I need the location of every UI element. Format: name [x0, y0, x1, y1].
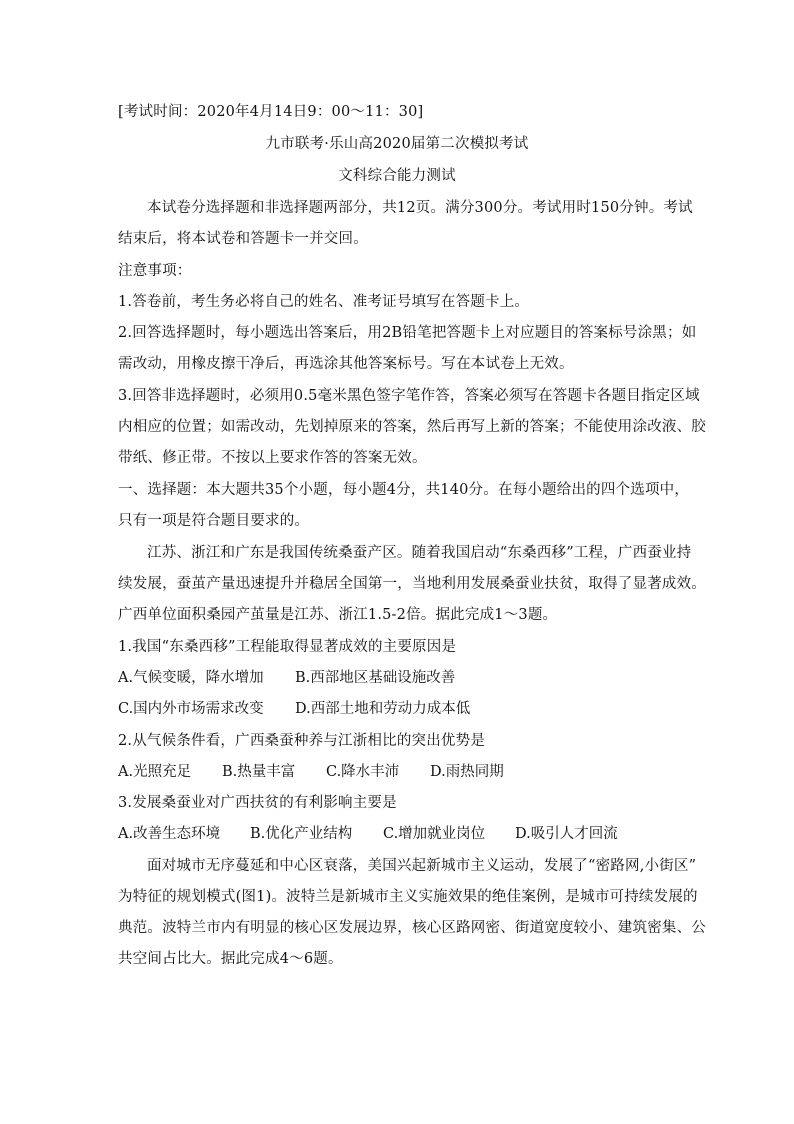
intro-line: 本试卷分选择题和非选择题两部分，共12页。满分300分。考试用时150分钟。考试 [147, 200, 693, 216]
option-b: B.西部地区基础设施改善 [295, 670, 456, 686]
option-c: C.国内外市场需求改变 [118, 701, 264, 717]
option-a: A.气候变暖，降水增加 [118, 670, 264, 686]
passage-line: 续发展，蚕茧产量迅速提升并稳居全国第一，当地利用发展桑蚕业扶贫，取得了显著成效。 [118, 576, 706, 592]
notice-line: 带纸、修正带。不按以上要求作答的答案无效。 [118, 450, 427, 466]
notice-heading: 注意事项： [118, 263, 192, 279]
question-stem: 3.发展桑蚕业对广西扶贫的有利影响主要是 [118, 795, 397, 811]
passage-line: 广西单位面积桑园产茧量是江苏、浙江1.5-2倍。据此完成1～3题。 [118, 607, 558, 623]
exam-time: [考试时间：2020年4月14日9：00～11：30] [118, 104, 424, 120]
option-a: A.改善生态环境 [118, 826, 221, 842]
notice-line: 1.答卷前，考生务必将自己的姓名、准考证号填写在答题卡上。 [118, 294, 530, 310]
option-d: D.雨热同期 [430, 764, 504, 780]
intro-line: 结束后，将本试卷和答题卡一并交回。 [118, 231, 368, 247]
question-stem: 1.我国“东桑西移”工程能取得显著成效的主要原因是 [118, 639, 457, 655]
exam-subtitle: 文科综合能力测试 [338, 168, 456, 184]
question-stem: 2.从气候条件看，广西桑蚕种养与江浙相比的突出优势是 [118, 733, 486, 749]
notice-line: 内相应的位置；如需改动，先划掉原来的答案，然后再写上新的答案；不能使用涂改液、胶 [118, 419, 706, 435]
notice-line: 需改动，用橡皮擦干净后，再选涂其他答案标号。写在本试卷上无效。 [118, 356, 574, 372]
section-heading: 只有一项是符合题目要求的。 [118, 513, 310, 529]
passage-line: 典范。波特兰市内有明显的核心区发展边界，核心区路网密、街道宽度较小、建筑密集、公 [118, 920, 706, 936]
notice-line: 3.回答非选择题时，必须用0.5毫米黑色签字笔作答，答案必须写在答题卡各题目指定区域 [118, 388, 700, 404]
passage-line: 江苏、浙江和广东是我国传统桑蚕产区。随着我国启动“东桑西移”工程，广西蚕业持 [147, 545, 692, 561]
passage-line: 面对城市无序蔓延和中心区衰落，美国兴起新城市主义运动，发展了“密路网,小街区” [147, 858, 697, 874]
notice-line: 2.回答选择题时，每小题选出答案后，用2B铅笔把答题卡上对应题目的答案标号涂黑；如 [118, 325, 697, 341]
exam-title: 九市联考·乐山高2020届第二次模拟考试 [265, 136, 529, 152]
option-c: C.降水丰沛 [326, 764, 400, 780]
section-heading: 一、选择题：本大题共35个小题，每小题4分，共140分。在每小题给出的四个选项中， [118, 482, 690, 498]
option-d: D.吸引人才回流 [515, 826, 618, 842]
option-d: D.西部土地和劳动力成本低 [295, 701, 471, 717]
passage-line: 共空间占比大。据此完成4～6题。 [118, 951, 343, 967]
passage-line: 为特征的规划模式(图1)。波特兰是新城市主义实施效果的绝佳案例，是城市可持续发展的 [118, 889, 698, 905]
option-c: C.增加就业岗位 [383, 826, 486, 842]
option-b: B.热量丰富 [222, 764, 296, 780]
option-b: B.优化产业结构 [250, 826, 353, 842]
option-a: A.光照充足 [118, 764, 192, 780]
